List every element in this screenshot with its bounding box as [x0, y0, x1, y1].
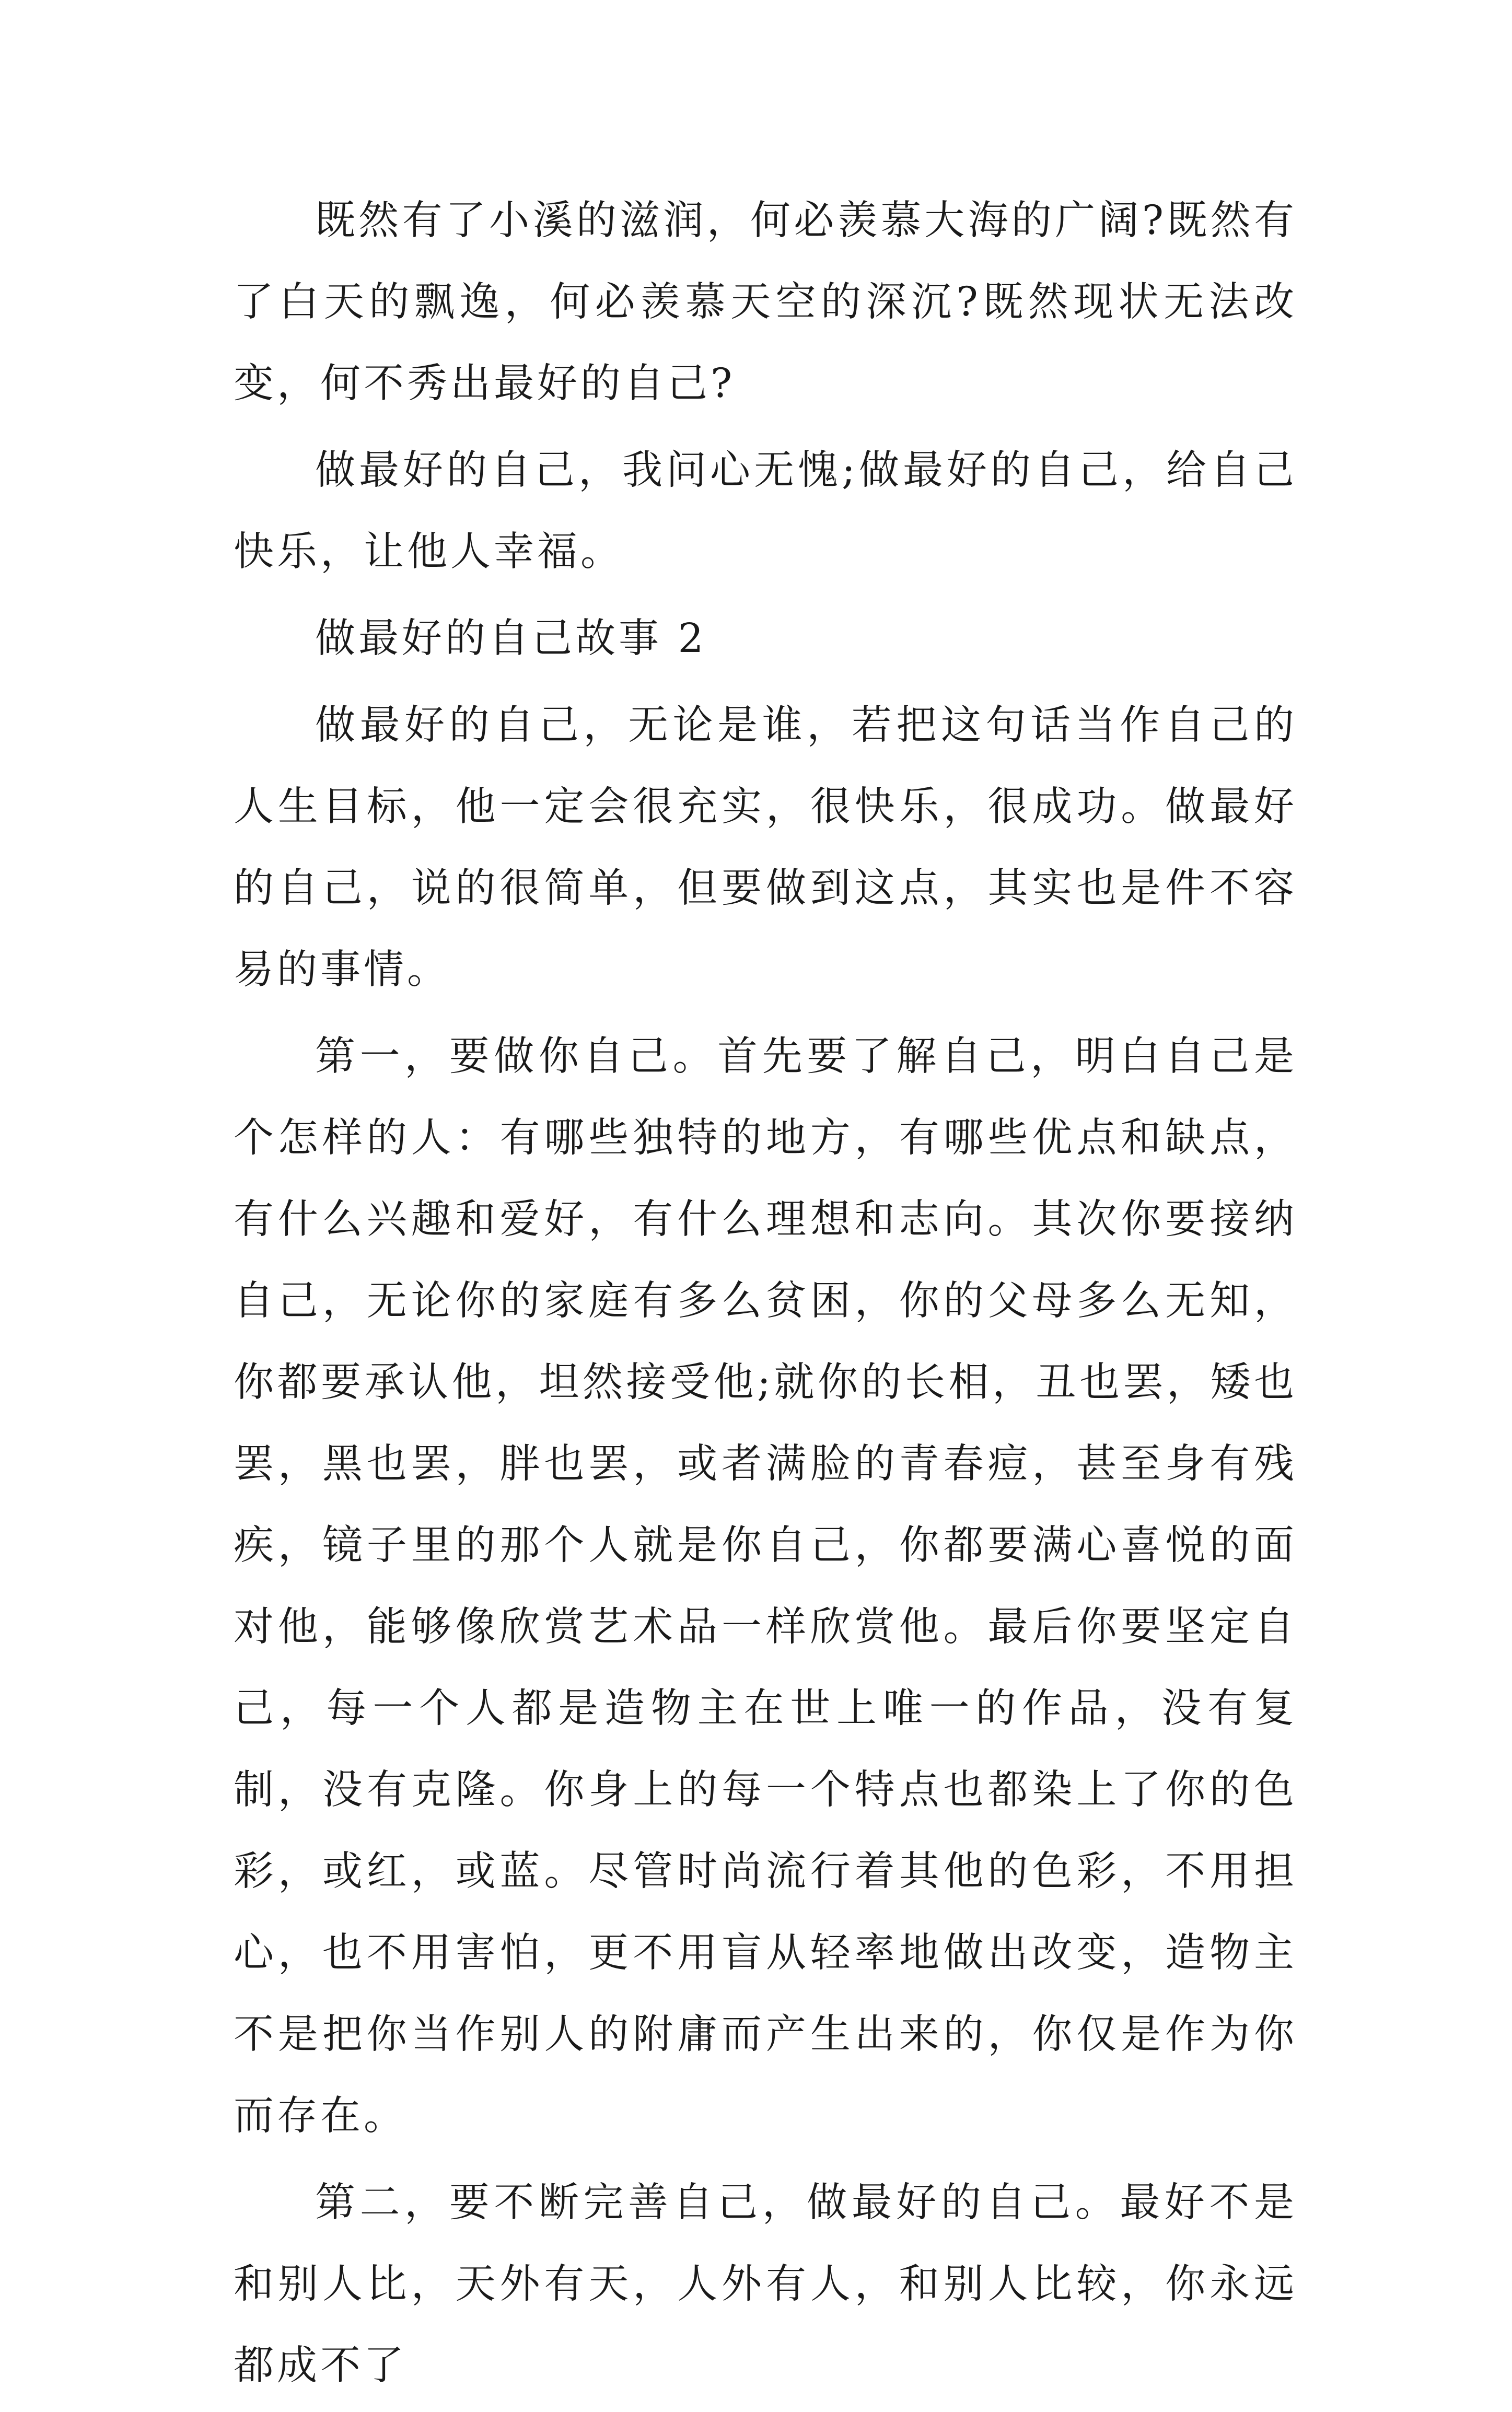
- paragraph-stream-and-sea: 既然有了小溪的滋润，何必羡慕大海的广阔?既然有了白天的飘逸，何必羡慕天空的深沉?既然现状无法改变，何不秀出最好的自己?: [234, 197, 1297, 407]
- paragraph-no-regrets: 做最好的自己，我问心无愧;做最好的自己，给自己快乐，让他人幸福。: [234, 447, 1297, 575]
- paragraph-second-improve-yourself: 第二，要不断完善自己，做最好的自己。最好不是和别人比，天外有天，人外有人，和别人比较，你永远都成不了: [234, 2180, 1297, 2389]
- document-body: [234, 180, 1297, 2412]
- paragraph-life-goal: 做最好的自己，无论是谁，若把这句话当作自己的人生目标，他一定会很充实，很快乐，很成功。做最好的自己，说的很简单，但要做到这点，其实也是件不容易的事情。: [234, 702, 1297, 993]
- section-heading-story-2: 做最好的自己故事 2: [315, 615, 707, 662]
- paragraph-first-be-yourself: 第一，要做你自己。首先要了解自己，明白自己是个怎样的人：有哪些独特的地方，有哪些优点和缺点，有什么兴趣和爱好，有什么理想和志向。其次你要接纳自己，无论你的家庭有多么贫困，你的父母多么无知，你都要承认他，坦然接受他;就你的长相，丑也罢，矮也罢，黑也罢，胖也罢，或者满脸的青春痘，甚至身有残疾，镜子里的那个人就是你自己，你都要满心喜悦的面对他，能够像欣赏艺术品一样欣赏他。最后你要坚定自己，每一个人都是造物主在世上唯一的作品，没有复制，没有克隆。你身上的每一个特点也都染上了你的色彩，或红，或蓝。尽管时尚流行着其他的色彩，不用担心，也不用害怕，更不用盲从轻率地做出改变，造物主不是把你当作别人的附庸而产生出来的，你仅是作为你而存在。: [234, 1033, 1297, 2139]
